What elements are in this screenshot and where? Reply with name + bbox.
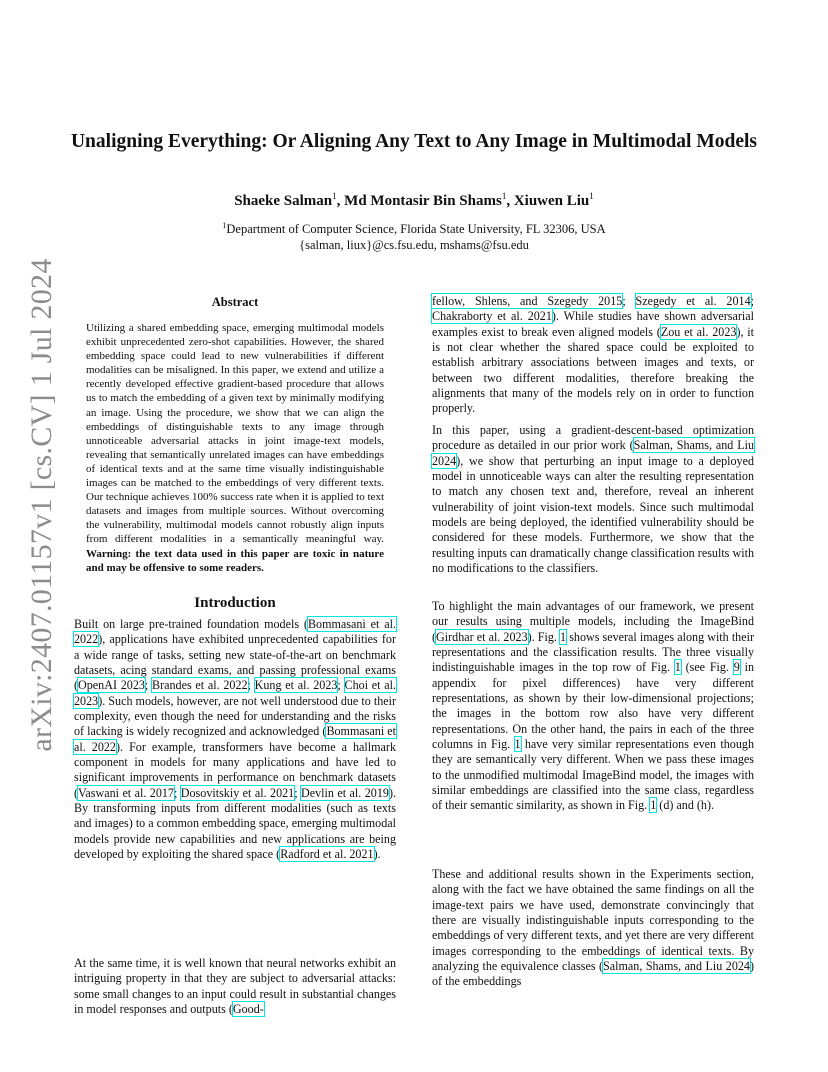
affiliation-mark: 1	[222, 221, 227, 230]
text-run: ). Such models, however, are not well understood due to their complexity, even though the need for understanding and the risks of lacking is widely recognized and acknowledged (	[74, 693, 396, 739]
abstract-body	[86, 321, 384, 575]
citation-link[interactable]: Salman, Shams, and Liu 2024	[432, 438, 755, 468]
intro-paragraph-2	[74, 956, 396, 1017]
citation-link[interactable]: Chakraborty et al. 2021	[432, 309, 552, 324]
text-run: ;	[337, 678, 345, 693]
text-run: ;	[247, 678, 255, 693]
text-run: ;	[622, 294, 636, 308]
text-run: ). For example, transformers have become a hallmark component in models for many applications and have led to significant improvements in performance on benchmark datasets (	[74, 739, 396, 800]
citation-link[interactable]: Zou et al. 2023	[660, 324, 737, 339]
figure-ref-link[interactable]: 1	[560, 629, 567, 644]
affiliation-block	[0, 218, 828, 253]
text-run: (d) and (h).	[656, 798, 715, 813]
citation-link[interactable]: Good-	[232, 1002, 264, 1017]
author-affiliation-mark: 1	[501, 191, 507, 201]
right-paragraph-1	[432, 294, 754, 417]
citation-link[interactable]: Kung et al. 2023	[254, 678, 338, 693]
text-run: ), applications have exhibited unprecedented capabilities for a wide range of tasks, setting new state-of-the-art on benchmark datasets, acing standard exams, and passing professional exams (	[74, 632, 396, 693]
citation-link[interactable]: Bommasani et al. 2022	[74, 724, 396, 754]
author-list: Shaeke Salman$^1$, Md Montasir Bin Shams$^1$, Xiuwen Liu$^1$	[234, 191, 594, 209]
author-emails: {salman, liux}@cs.fsu.edu, mshams@fsu.edu	[299, 238, 529, 253]
arxiv-identifier-text: arXiv:2407.01157v1 [cs.CV] 1 Jul 2024	[25, 258, 58, 752]
arxiv-identifier-watermark	[22, 258, 62, 752]
text-run: To highlight the main advantages of our framework, we present our results using multiple models, including the ImageBind (	[432, 599, 754, 644]
abstract-text: Utilizing a shared embedding space, emerging multimodal models exhibit unprecedented zero-shot capabilities. However, the shared embedding space could lead to new vulnerabilities if different modalities can be misaligned. In this paper, we extend and utilize a recently developed effective gradient-based procedure that allows us to match the embedding of a given text by minimally modifying an image. Using the procedure, we show that we can align the embeddings of distinguishable texts to any image through unnoticeable adversarial attacks in joint image-text models, revealing that semantically unrelated images can have embeddings of identical texts and at the same time visually indistinguishable images can be matched to the embeddings of very different texts. Our technique achieves 100% success rate when it is applied to text datasets and images from multiple sources. Without overcoming the vulnerability, multimodal models cannot robustly align inputs from different modalities in a semantically meaningful way.	[86, 322, 384, 546]
citation-link[interactable]: Szegedy et al. 2014	[635, 294, 751, 308]
text-run: have very similar representations even though they are semantically very different. When we pass these images to the unmodified multimodal ImageBind model, the images with similar embeddings are classified into the same class, regardless of their semantic similarity, as shown in Fig.	[432, 737, 754, 813]
affiliation-line: Department of Computer Science, Florida State University, FL 32306, USA	[226, 222, 606, 237]
citation-link[interactable]: OpenAI 2023	[78, 678, 145, 693]
citation-link[interactable]: Vaswani et al. 2017	[78, 785, 174, 800]
introduction-heading: Introduction	[194, 595, 276, 611]
text-run: ). Fig.	[527, 629, 561, 644]
citation-link[interactable]: Brandes et al. 2022	[152, 678, 248, 693]
text-run: ).	[373, 847, 381, 862]
abstract-heading: Abstract	[211, 295, 259, 309]
paper-title: Unaligning Everything: Or Aligning Any Text to Any Image in Multimodal Models	[70, 131, 758, 152]
text-run: ) of the embeddings	[432, 959, 754, 989]
citation-link[interactable]: fellow, Shlens, and Szegedy 2015	[432, 294, 623, 308]
citation-link[interactable]: Bommasani et al. 2022	[74, 617, 396, 647]
text-run: ), we show that perturbing an input image to a deployed model in unnoticeable ways can alter the resulting representation to match any chosen text and, therefore, reveal an inherent vulnerability of joint vision-text models. Since such multimodal models are being deployed, the identified vulnerability should be considered for these models. Furthermore, we show that the resulting inputs can dramatically change classification results with no modifications to the classifiers.	[432, 453, 754, 576]
intro-paragraph-1	[74, 617, 396, 863]
content-warning: Warning: the text data used in this paper are toxic in nature and may be offensive to some readers.	[86, 547, 384, 574]
figure-ref-link[interactable]: 9	[733, 660, 740, 675]
text-run: in appendix for pixel differences) have very different representations, as shown by their low-dimensional projections; the images in the bottom row also have very different representations. On the other hand, the pairs in each of the three columns in Fig.	[432, 660, 754, 752]
text-run: ), it is not clear whether the shared space could be exploited to establish arbitrary associations between images and texts, or between two different modalities, therefore breaking the alignments that many of the models rely on in order to function properly.	[432, 324, 755, 416]
citation-link[interactable]: Radford et al. 2021	[280, 847, 374, 862]
author-name: Shaeke Salman	[234, 193, 333, 209]
text-run: ;	[750, 294, 754, 308]
citation-link[interactable]: Choi et al. 2023	[74, 678, 397, 708]
text-run: (see Fig.	[680, 660, 734, 675]
author-name: Md Montasir Bin Shams	[344, 193, 502, 209]
citation-link[interactable]: Girdhar et al. 2023	[436, 629, 528, 644]
right-paragraph-4	[432, 867, 754, 990]
author-affiliation-mark: 1	[332, 191, 337, 201]
text-run: ;	[144, 678, 153, 693]
citation-link[interactable]: Devlin et al. 2019	[301, 785, 389, 800]
text-run: ;	[173, 785, 181, 800]
text-run: Built on large pre-trained foundation models (	[74, 617, 308, 631]
text-run: These and additional results shown in the Experiments section, along with the fact we have obtained the same findings on all the image-text pairs we have used, demonstrate convincingly that there are visually indistinguishable inputs corresponding to the embeddings of very different texts, and yet there are very different images corresponding to the embeddings of identical texts. By analyzing the equivalence classes (	[432, 867, 754, 974]
text-run: shows several images along with their representations and the classification results. The three visually indistinguishable images in the top row of Fig.	[432, 629, 754, 675]
citation-link[interactable]: Dosovitskiy et al. 2021	[180, 785, 295, 800]
author-affiliation-mark: 1	[589, 191, 594, 201]
author-name: Xiuwen Liu	[513, 193, 590, 209]
right-paragraph-2	[432, 423, 754, 576]
figure-ref-link[interactable]: 1	[674, 660, 681, 675]
right-paragraph-3	[432, 599, 754, 814]
text-run: ;	[294, 785, 302, 800]
text-run: ). By transforming inputs from different modalities (such as texts and images) to a common embedding space, emerging multimodal models provide new capabilities and new applications are being developed by exploiting the shared space (	[74, 785, 396, 862]
text-run: ). While studies have shown adversarial examples exist to break even aligned models (	[432, 309, 754, 339]
text-run: At the same time, it is well known that neural networks exhibit an intriguing property in that they are subject to adversarial attacks: some small changes to an input could result in substantial changes in model responses and outputs (	[74, 956, 396, 1017]
figure-ref-link[interactable]: 1	[514, 737, 521, 752]
text-run: In this paper, using a gradient-descent-based optimization procedure as detailed in our prior work (	[432, 423, 754, 453]
citation-link[interactable]: Salman, Shams, and Liu 2024	[603, 959, 750, 974]
figure-ref-link[interactable]: 1	[650, 798, 657, 813]
